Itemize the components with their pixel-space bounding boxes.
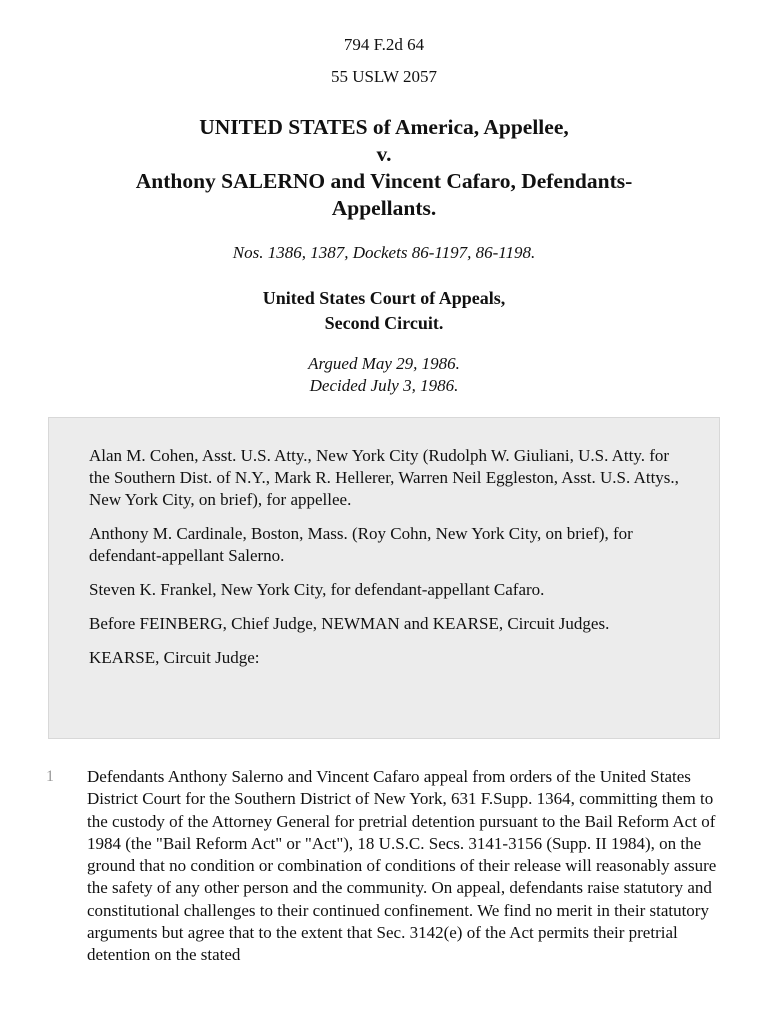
case-dates <box>0 353 768 397</box>
court-name-line-1: United States Court of Appeals, <box>262 288 506 308</box>
paragraph-text: Defendants Anthony Salerno and Vincent Cafaro appeal from orders of the United States District Court for the Southern District of New York, 631 F.Supp. 1364, committing them to the custody of the Attorney General for pretrial detention pursuant to the Bail Reform Act of 1984 (the "Bail Reform Act" or "Act"), 18 U.S.C. Secs. 3141-3156 (Supp. II 1984), on the ground that no condition or combination of conditions of their release will reasonably assure the safety of any other person and the community. On appeal, defendants raise statutory and constitutional challenges to their continued confinement. We find no merit in their statutory arguments but agree that to the extent that Sec. 3142(e) of the Act permits their pretrial detention on the stated <box>87 767 717 965</box>
case-title-line-3: Anthony SALERNO and Vincent Cafaro, Defendants- <box>135 169 633 193</box>
docket-numbers: Nos. 1386, 1387, Dockets 86-1197, 86-1198. <box>232 243 536 262</box>
uslw-citation: 55 USLW 2057 <box>330 67 438 86</box>
court-name-line-2: Second Circuit. <box>324 313 444 333</box>
counsel-list <box>89 445 689 681</box>
argued-date: Argued May 29, 1986. <box>308 354 460 373</box>
counsel-cafaro: Steven K. Frankel, New York City, for defendant-appellant Cafaro. <box>89 580 545 599</box>
counsel-salerno: Anthony M. Cardinale, Boston, Mass. (Roy Cohn, New York City, on brief), for defendant-appellant Salerno. <box>89 524 633 565</box>
reporter-citation: 794 F.2d 64 <box>343 35 425 54</box>
paragraph-number[interactable]: 1 <box>46 768 54 785</box>
case-title-line-2: v. <box>376 142 392 166</box>
panel-judges: Before FEINBERG, Chief Judge, NEWMAN and KEARSE, Circuit Judges. <box>89 614 610 633</box>
counsel-appellee: Alan M. Cohen, Asst. U.S. Atty., New York City (Rudolph W. Giuliani, U.S. Atty. for the Southern Dist. of N.Y., Mark R. Hellerer, Warren Neil Eggleston, Asst. U.S. Attys., New York City, on brief), for appellee. <box>89 446 679 509</box>
decided-date: Decided July 3, 1986. <box>309 376 459 395</box>
court-name <box>0 286 768 336</box>
counsel-panel <box>48 417 720 739</box>
case-title-line-4: Appellants. <box>331 196 437 220</box>
case-title-line-1: UNITED STATES of America, Appellee, <box>199 115 569 139</box>
opinion-author: KEARSE, Circuit Judge: <box>89 648 260 667</box>
case-title <box>60 114 708 222</box>
